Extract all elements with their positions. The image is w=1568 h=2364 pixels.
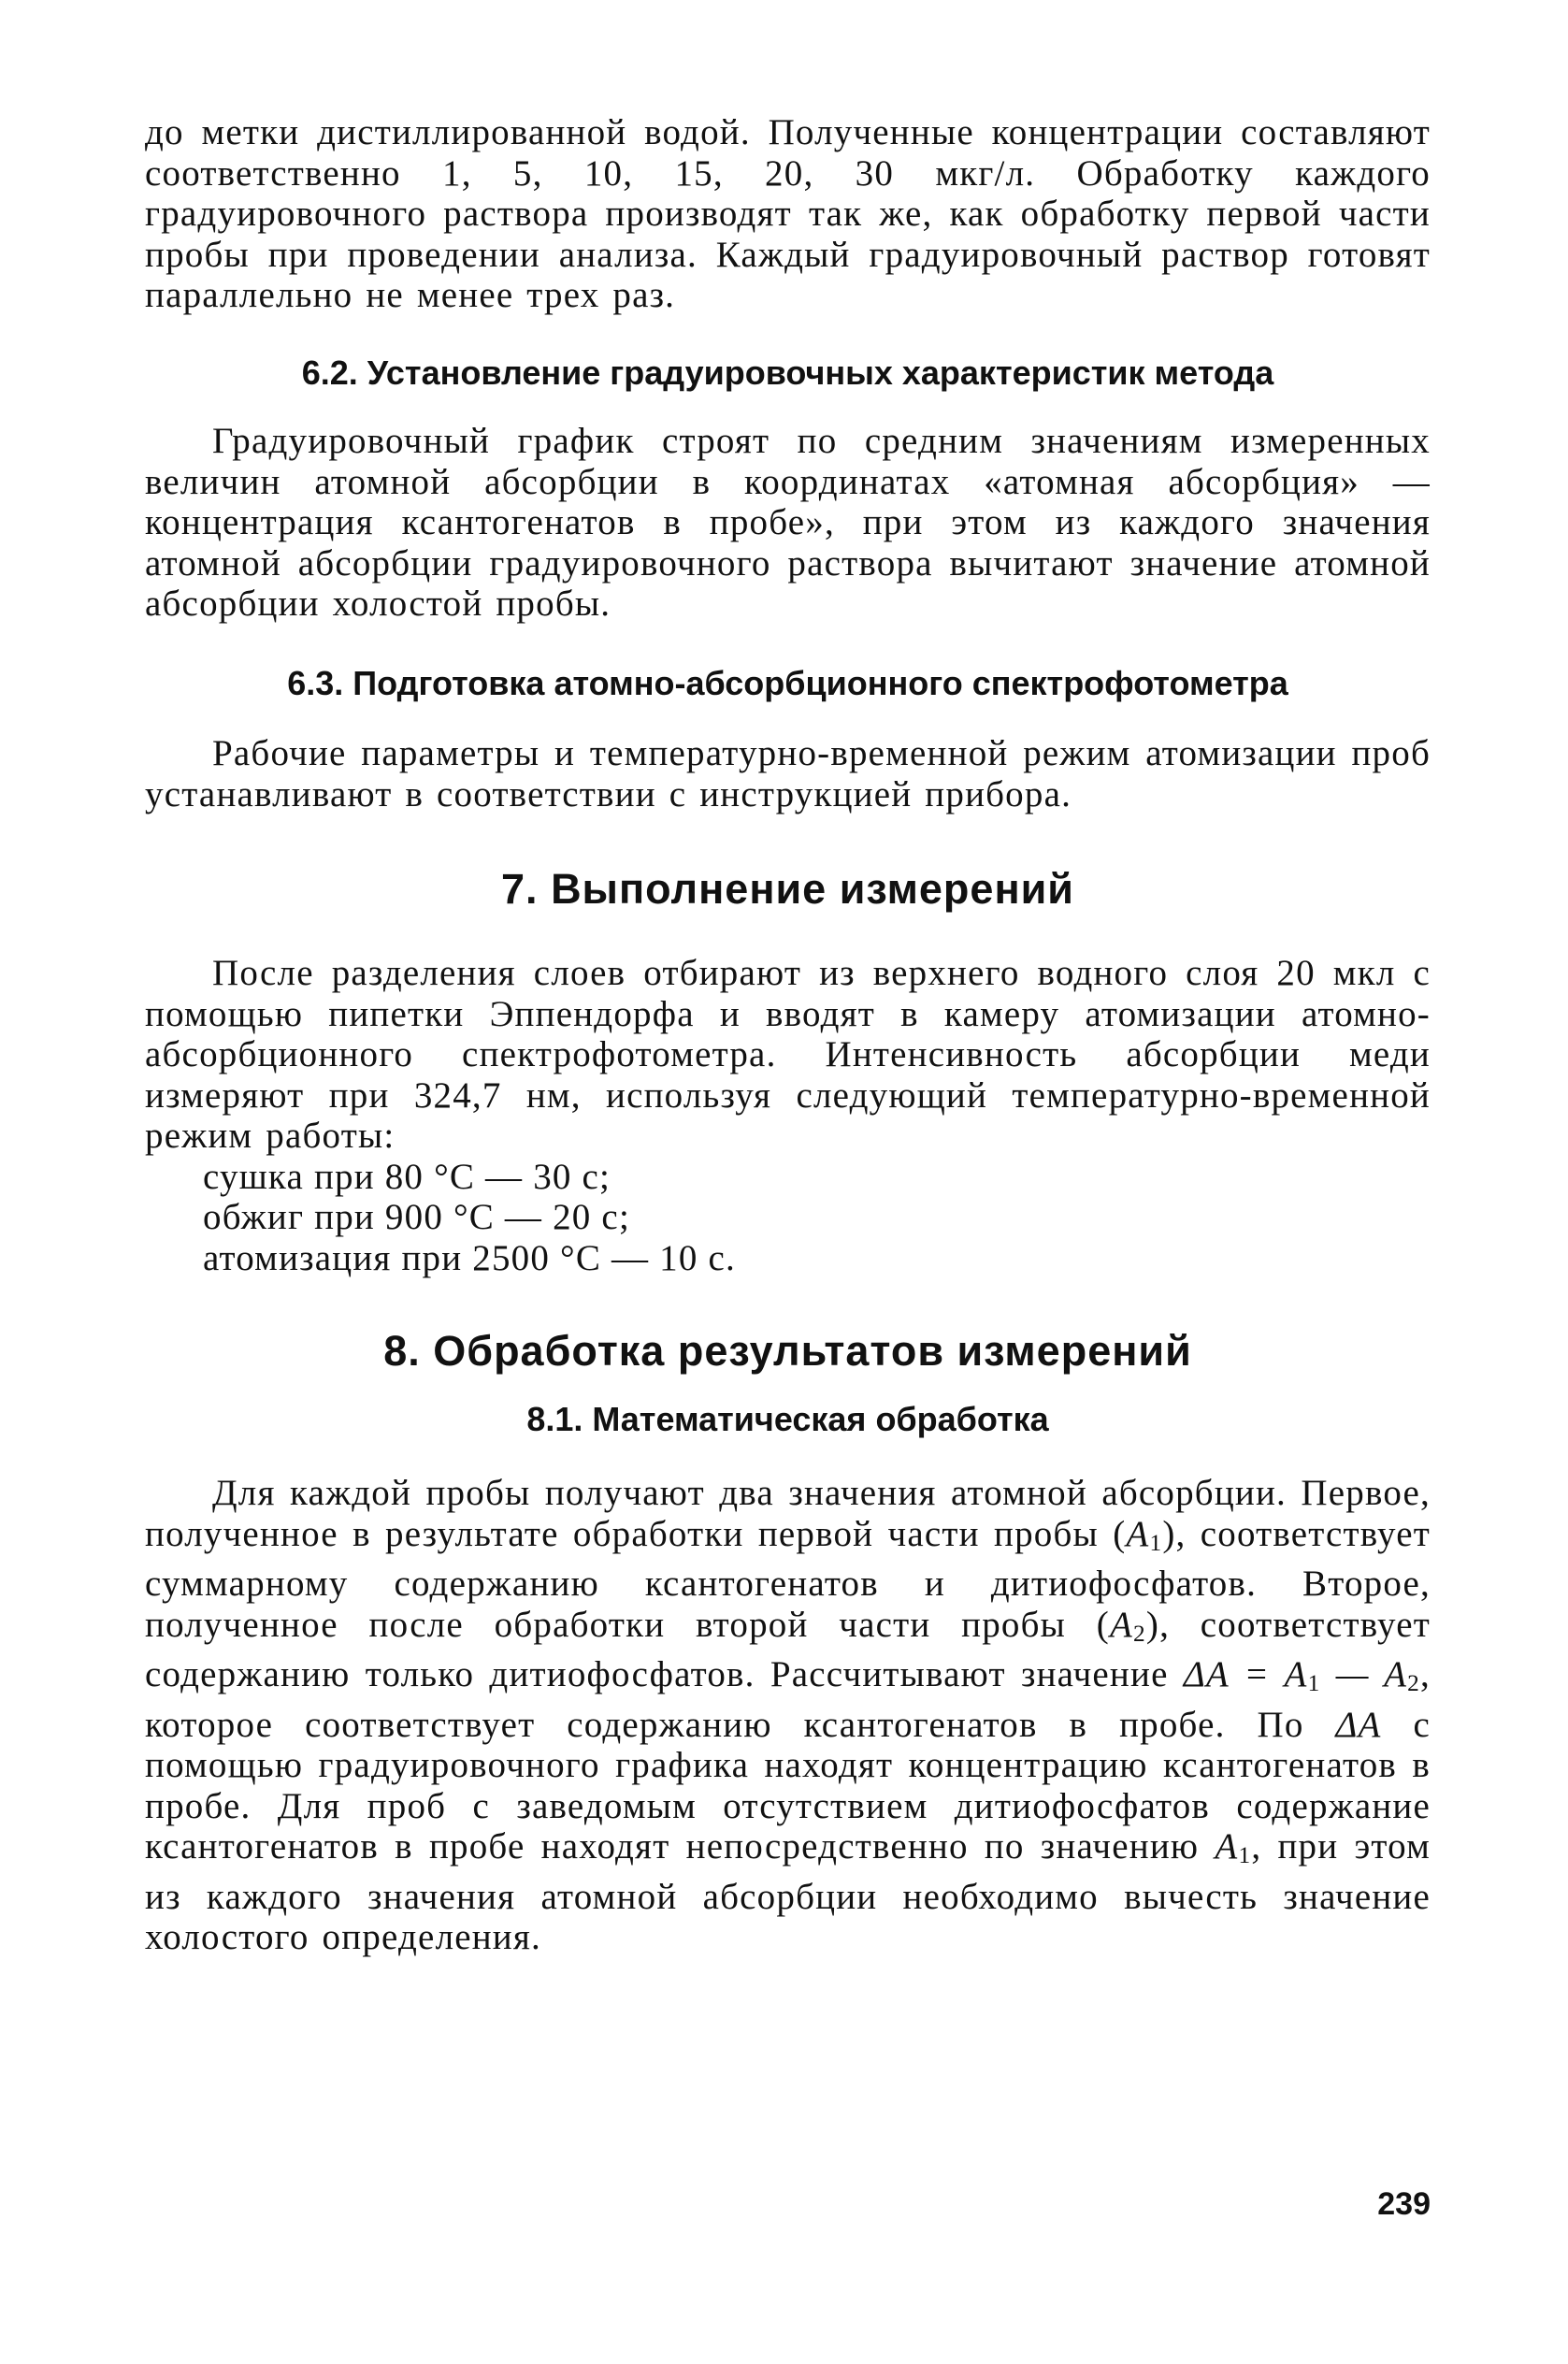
- mode-item-drying: сушка при 80 °C — 30 с;: [203, 1156, 611, 1197]
- intro-paragraph: до метки дистиллированной водой. Полученные концентрации составляют соответственно 1, 5, 10, 15, 20, 30 мкг/л. Обработку каждого градуировочного раствора производят так же, как обработку первой части пробы при проведении анализа. Каждый градуировочный раствор готовят параллельно не менее трех раз.: [145, 112, 1431, 315]
- text-fragment: с помощью градуировочного графика находят концентрацию ксантогенатов в пробе. Для проб с заведомым отсутствием дитиофосфатов содержание ксантогенатов в пробе находят непосредственно по значению: [145, 1704, 1431, 1867]
- page-number: 239: [1377, 2186, 1431, 2222]
- subscript: 1: [1307, 1670, 1321, 1697]
- heading-7: 7. Выполнение измерений: [501, 865, 1074, 913]
- heading-6-2: 6.2. Установление градуировочных характеристик метода: [301, 353, 1274, 392]
- symbol-delta-a: ΔA: [1335, 1704, 1382, 1745]
- paragraph-6-2: Градуировочный график строят по средним значениям измеренных величин атомной абсорбции в координатах «атомная абсорбция» — концентрация ксантогенатов в пробе», при этом из каждого значения атомной абсорбции градуировочного раствора вычитают значение атомной абсорбции холостой пробы.: [145, 421, 1431, 624]
- heading-6-3: 6.3. Подготовка атомно-абсорбционного спектрофотометра: [287, 664, 1288, 702]
- text-fragment: , которое соответствует содержанию ксантогенатов в пробе. По: [145, 1654, 1431, 1745]
- symbol-a: A: [1126, 1513, 1150, 1554]
- symbol-a: A: [1215, 1826, 1239, 1867]
- heading-8-1: 8.1. Математическая обработка: [526, 1400, 1049, 1438]
- text-fragment: ), соответствует суммарному содержанию ксантогенатов и дитиофосфатов. Второе, полученное после обработки второй части пробы (: [145, 1513, 1431, 1645]
- subscript: 1: [1149, 1529, 1163, 1556]
- mode-item-firing: обжиг при 900 °C — 20 с;: [203, 1197, 630, 1237]
- heading-8: 8. Обработка результатов измерений: [383, 1327, 1192, 1375]
- temperature-modes-list: [145, 1157, 1431, 1279]
- formula-minus-a: — A: [1320, 1654, 1408, 1695]
- text-fragment: , при этом из каждого значения атомной абсорбции необходимо вычесть значение холостого определения.: [145, 1826, 1431, 1958]
- subscript: 1: [1238, 1842, 1252, 1869]
- paragraph-8-1: [145, 1473, 1431, 1958]
- paragraph-7: После разделения слоев отбирают из верхнего водного слоя 20 мкл с помощью пипетки Эппендорфа и вводят в камеру атомизации атомно-абсорбционного спектрофотометра. Интенсивность абсорбции меди измеряют при 324,7 нм, используя следующий температурно-временной режим работы:: [145, 953, 1431, 1156]
- paragraph-6-3: Рабочие параметры и температурно-временной режим атомизации проб устанавливают в соответствии с инструкцией прибора.: [145, 733, 1431, 814]
- subscript: 2: [1133, 1620, 1146, 1647]
- formula-delta-a: ΔA = A: [1183, 1654, 1308, 1695]
- mode-item-atomization: атомизация при 2500 °C — 10 с.: [203, 1237, 736, 1278]
- symbol-a: A: [1109, 1604, 1134, 1645]
- page-body: [145, 112, 1431, 1958]
- text-fragment: ), соответствует содержанию только дитиофосфатов. Рассчитывают значение: [145, 1604, 1431, 1695]
- text-fragment: Для каждой пробы получают два значения атомной абсорбции. Первое, полученное в результате обработки первой части пробы (: [145, 1473, 1431, 1554]
- subscript: 2: [1407, 1670, 1421, 1697]
